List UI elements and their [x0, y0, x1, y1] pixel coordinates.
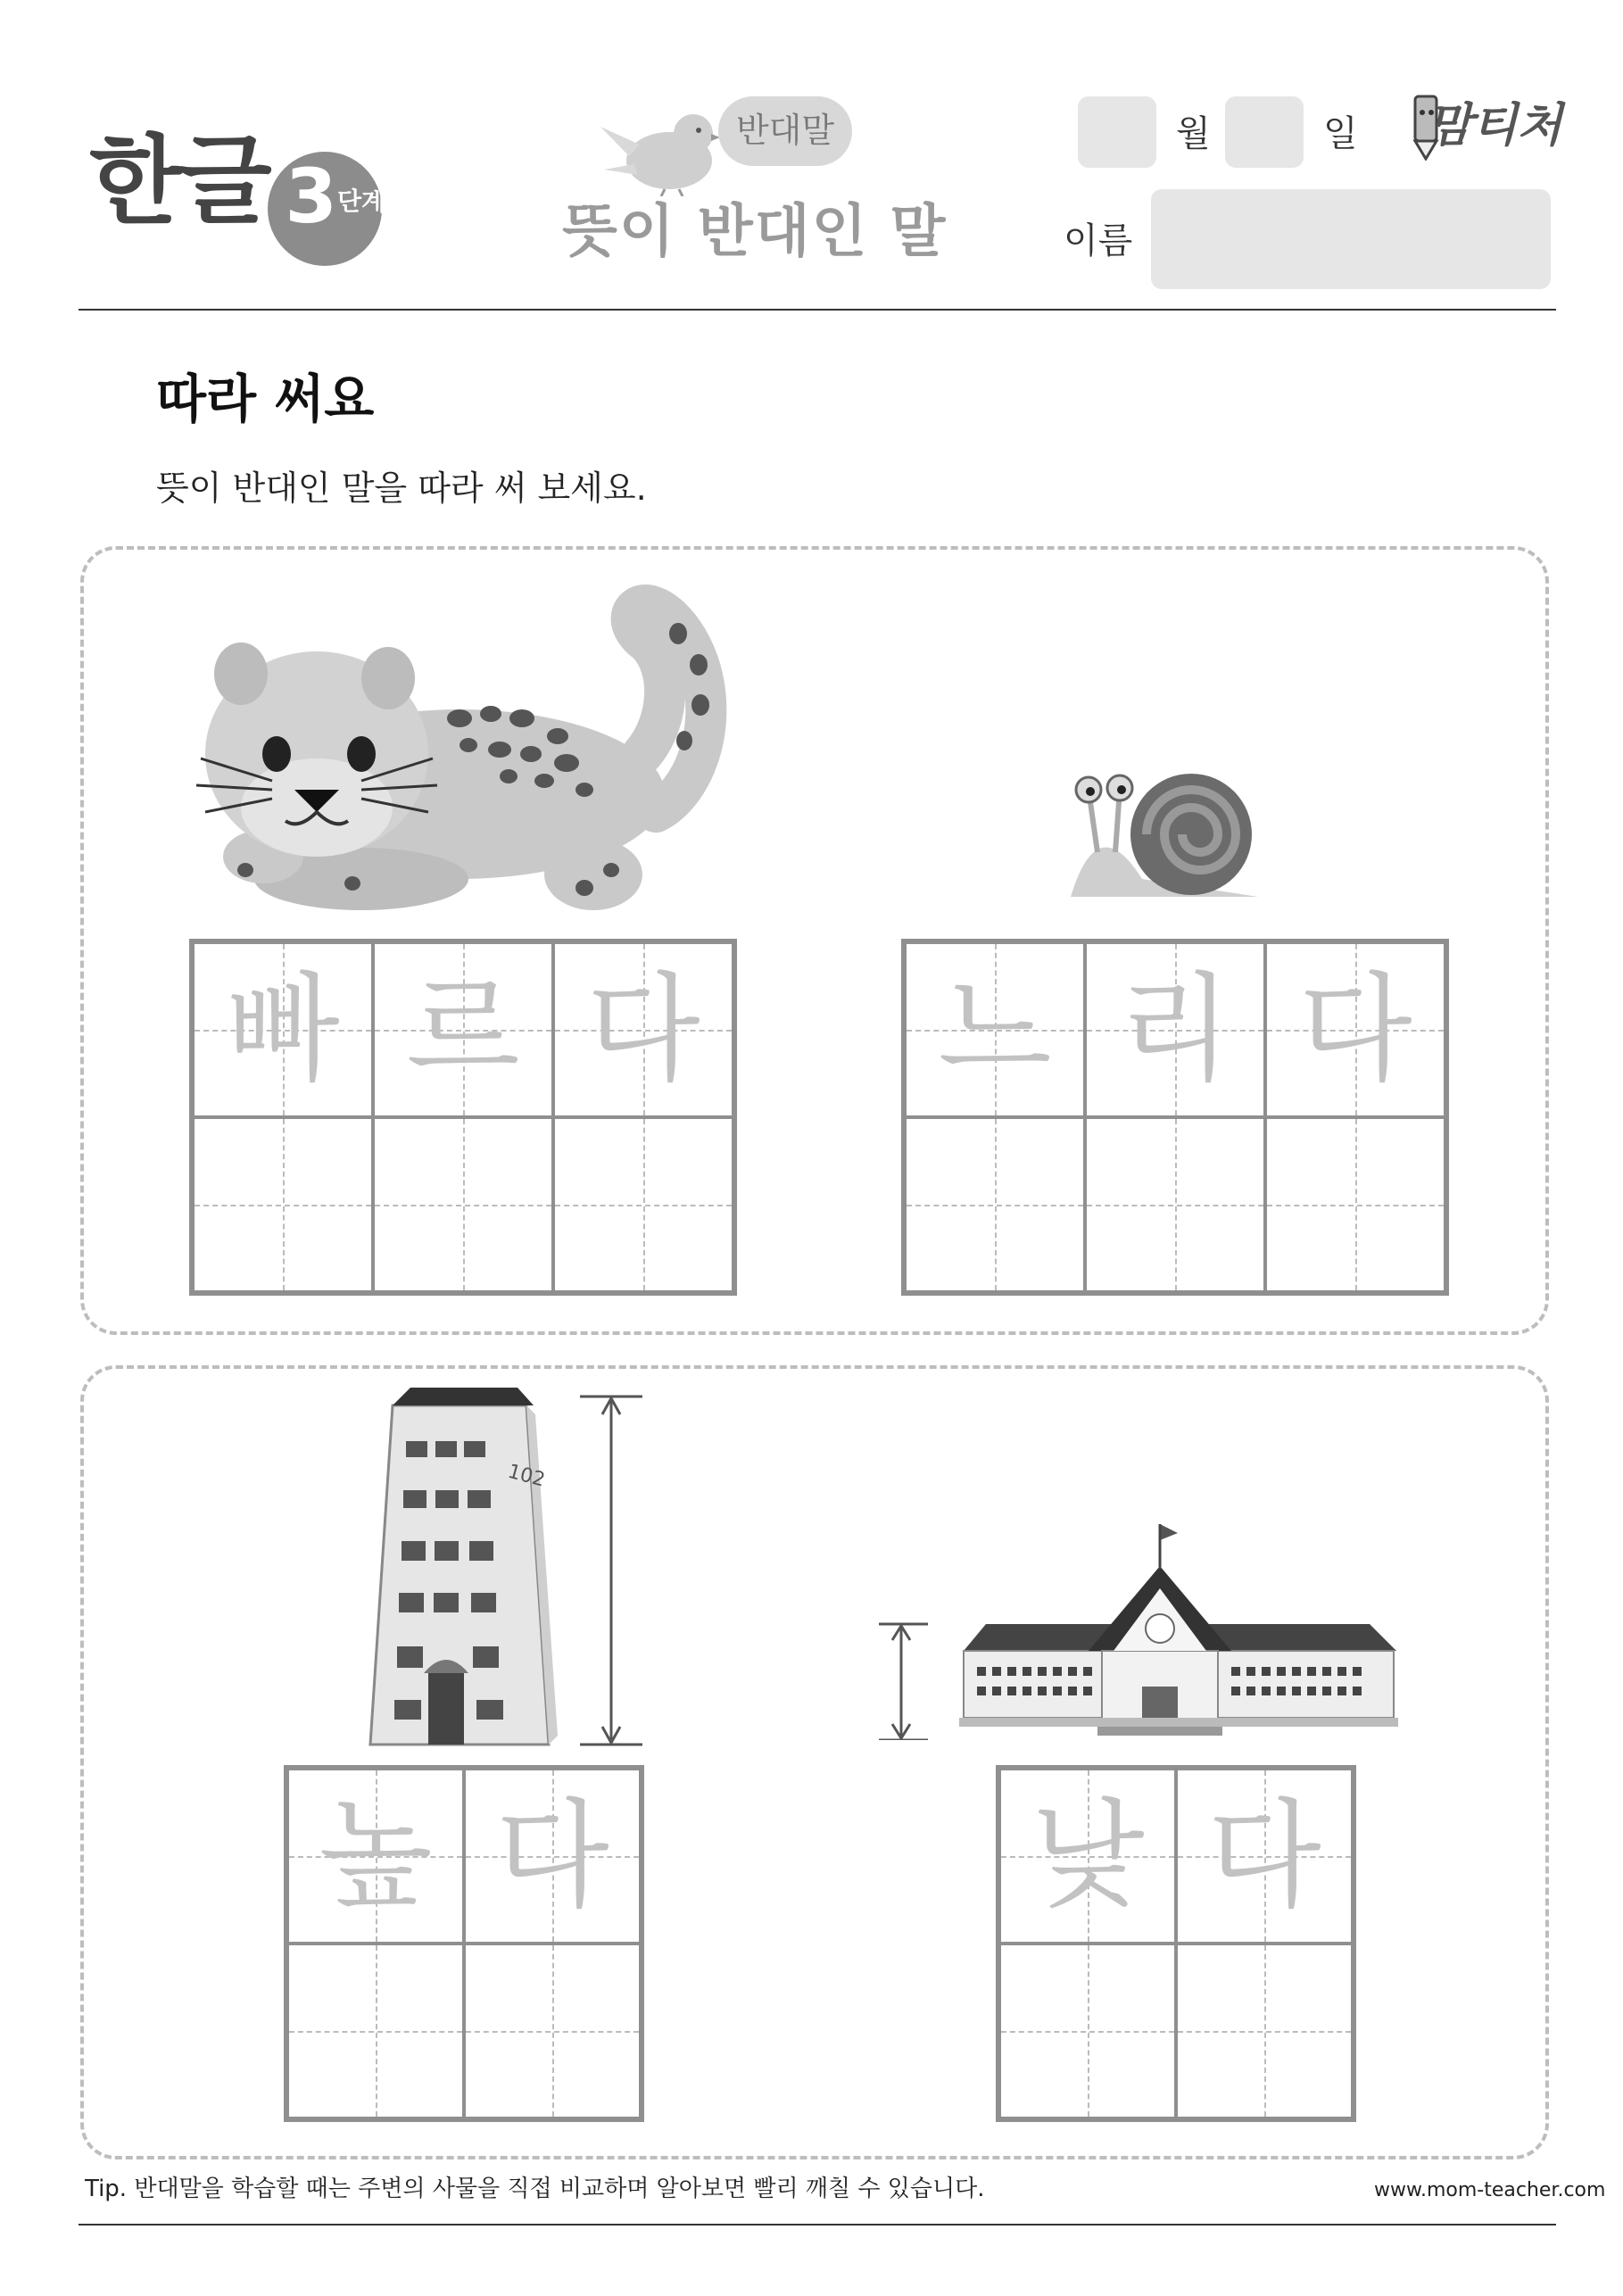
blank-writing-cell[interactable]	[553, 1117, 733, 1292]
month-label: 월	[1176, 113, 1211, 154]
trace-cell[interactable]	[1085, 942, 1265, 1117]
day-label: 일	[1323, 113, 1358, 154]
trace-letter: 높	[319, 1787, 433, 1925]
blank-writing-cell[interactable]	[287, 1944, 464, 2118]
trace-cell[interactable]	[287, 1769, 464, 1944]
trace-cell[interactable]	[553, 942, 733, 1117]
trace-letter: 다	[495, 1787, 609, 1925]
trace-letter: 다	[1207, 1787, 1321, 1925]
blank-writing-cell[interactable]	[905, 1117, 1085, 1292]
blank-writing-cell[interactable]	[999, 1944, 1176, 2118]
blank-writing-cell[interactable]	[1265, 1117, 1445, 1292]
writing-grid-fast	[189, 939, 737, 1296]
trace-letter: 르	[406, 961, 520, 1098]
trace-cell[interactable]	[905, 942, 1085, 1117]
worksheet-title: 뜻이 반대인 말	[562, 199, 948, 265]
header-divider	[79, 309, 1556, 311]
trace-letter: 빠	[226, 961, 340, 1098]
footer-divider	[79, 2224, 1556, 2226]
instruction-text: 뜻이 반대인 말을 따라 써 보세요.	[156, 468, 647, 508]
trace-cell[interactable]	[373, 942, 553, 1117]
writing-grid-high	[284, 1765, 644, 2122]
name-label: 이름	[1064, 220, 1133, 261]
blank-writing-cell[interactable]	[193, 1117, 373, 1292]
trace-letter: 느	[938, 961, 1052, 1098]
trace-cell[interactable]	[1265, 942, 1445, 1117]
bird-icon	[593, 107, 727, 196]
school-building-illustration	[874, 1517, 1428, 1740]
trace-cell[interactable]	[1176, 1769, 1353, 1944]
level-number: 3	[285, 153, 337, 240]
trace-letter: 낮	[1031, 1787, 1145, 1925]
topic-label: 반대말	[735, 111, 835, 150]
website-link[interactable]: www.mom-teacher.com	[1374, 2179, 1606, 2201]
writing-grid-slow	[901, 939, 1449, 1296]
blank-writing-cell[interactable]	[373, 1117, 553, 1292]
month-field[interactable]	[1078, 96, 1156, 168]
blank-writing-cell[interactable]	[464, 1944, 641, 2118]
blank-writing-cell[interactable]	[1085, 1117, 1265, 1292]
brand-logo: 맘티처	[1428, 99, 1562, 153]
building-number: 102	[505, 1460, 548, 1492]
tip-text: Tip. 반대말을 학습할 때는 주변의 사물을 직접 비교하며 알아보면 빨리 깨칠 수 있습니다.	[85, 2176, 985, 2202]
blank-writing-cell[interactable]	[1176, 1944, 1353, 2118]
day-field[interactable]	[1225, 96, 1304, 168]
hangul-logo: 한글	[89, 126, 269, 237]
trace-letter: 다	[1298, 961, 1412, 1098]
tall-building-illustration	[357, 1379, 651, 1753]
cheetah-illustration	[192, 571, 736, 928]
trace-cell[interactable]	[193, 942, 373, 1117]
writing-grid-low	[996, 1765, 1356, 2122]
level-unit: 단계	[337, 186, 386, 216]
trace-letter: 다	[586, 961, 700, 1098]
snail-illustration	[1044, 754, 1276, 906]
trace-cell[interactable]	[999, 1769, 1176, 1944]
section-title: 따라 써요	[156, 369, 375, 429]
name-field[interactable]	[1151, 189, 1551, 289]
trace-cell[interactable]	[464, 1769, 641, 1944]
trace-letter: 리	[1118, 961, 1232, 1098]
